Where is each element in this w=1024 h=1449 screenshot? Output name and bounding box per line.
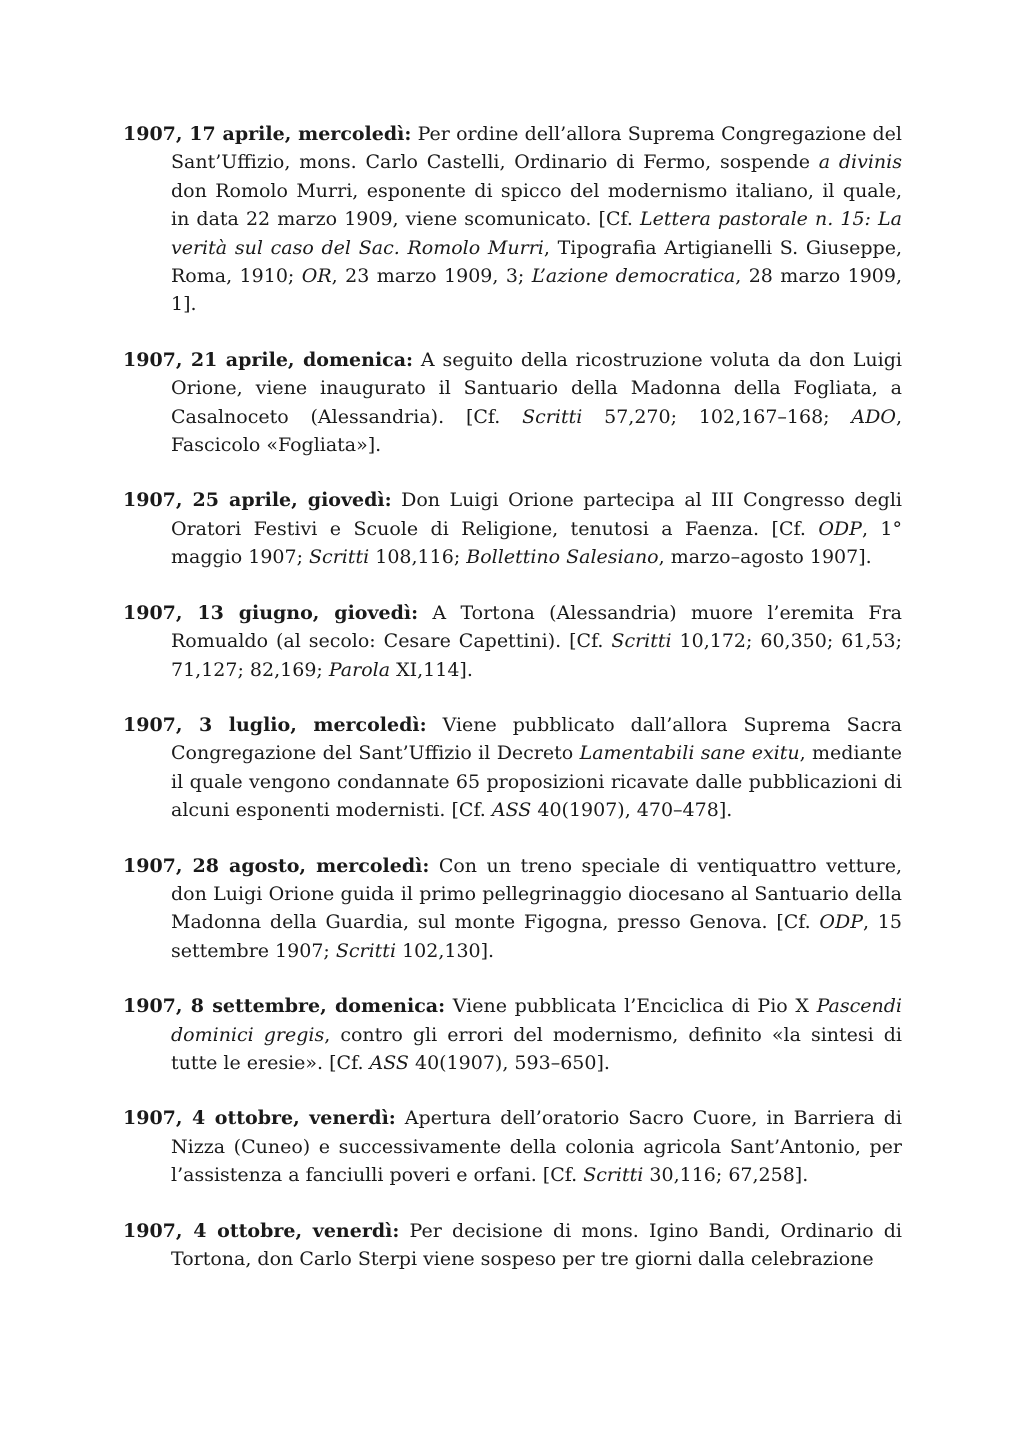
entry-text: , 1° maggio 1907; xyxy=(171,517,903,569)
entry-text: 40(1907), 593–650]. xyxy=(408,1051,610,1074)
entry-date-heading: 1907, 25 aprile, giovedì: xyxy=(123,489,392,512)
entry-italic-text: Lettera pastorale n. 15: La verità sul caso del Sac. Romolo Murri xyxy=(171,208,902,259)
entry-italic-text: Scritti xyxy=(611,630,672,653)
entry-date-heading: 1907, 8 settembre, domenica: xyxy=(123,995,446,1018)
entry-text: A seguito della ricostruzione voluta da don Luigi Orione, viene inaugurato il Santuario della Madonna della Fogliata, a Casalnoceto (Alessandria). [Cf. xyxy=(171,348,902,428)
chronology-entry xyxy=(123,486,902,571)
entry-text: 108,116; xyxy=(369,546,467,569)
entry-date-heading: 1907, 28 agosto, mercoledì: xyxy=(123,854,430,877)
entry-text: Don Luigi Orione partecipa al III Congresso degli Oratori Festivi e Scuole di Religione, tenutosi a Faenza. [Cf. xyxy=(171,489,902,540)
entry-text: Per decisione di mons. Igino Bandi, Ordinario di Tortona, don Carlo Sterpi viene sospeso per tre giorni dalla celebrazione xyxy=(171,1219,903,1270)
entry-date-heading: 1907, 3 luglio, mercoledì: xyxy=(123,713,427,736)
entry-date-heading: 1907, 21 aprile, domenica: xyxy=(123,348,414,371)
entry-italic-text: ASS xyxy=(369,1051,409,1074)
entry-italic-text: ODP xyxy=(818,517,862,540)
entry-italic-text: ODP xyxy=(819,911,864,934)
entry-text: , contro gli errori del modernismo, definito «la sintesi di tutte le eresie». [Cf. xyxy=(171,1023,903,1074)
entry-italic-text: L’azione democratica xyxy=(531,265,736,288)
entry-text: A Tortona (Alessandria) muore l’eremita Fra Romualdo (al secolo: Cesare Capettini). [Cf. xyxy=(171,601,902,653)
entry-text: don Romolo Murri, esponente di spicco del modernismo italiano, il quale, in data 22 marzo 1909, viene scomunicato. [Cf. xyxy=(171,179,902,231)
chronology-entry xyxy=(123,599,902,684)
chronology-entry xyxy=(123,1104,902,1189)
entry-text: , Fascicolo «Fogliata»]. xyxy=(171,405,902,457)
entry-date-heading: 1907, 17 aprile, mercoledì: xyxy=(123,123,412,145)
entry-italic-text: Scritti xyxy=(309,546,370,569)
entry-text: , 28 marzo 1909, 1]. xyxy=(171,265,903,316)
chronology-entry xyxy=(123,992,902,1077)
entry-italic-text: Pascendi dominici gregis xyxy=(171,995,902,1046)
entry-text: , marzo–agosto 1907]. xyxy=(658,546,872,569)
entry-text: Per ordine dell’allora Suprema Congregazione del Sant’Uffizio, mons. Carlo Castelli, Ordinario di Fermo, sospende xyxy=(171,123,903,174)
entry-italic-text: Lamentabili sane exitu xyxy=(579,742,800,765)
entry-italic-text: Scritti xyxy=(522,405,583,428)
chronology-entry xyxy=(123,1217,902,1274)
chronology-entry xyxy=(123,346,902,460)
entry-text: , Tipografia Artigianelli S. Giuseppe, Roma, 1910; xyxy=(171,236,903,288)
entry-text: Viene pubblicata l’Enciclica di Pio X xyxy=(445,995,817,1018)
entry-text: 30,116; 67,258]. xyxy=(643,1164,809,1187)
entry-date-heading: 1907, 13 giugno, giovedì: xyxy=(123,601,419,624)
entry-text: 57,270; 102,167–168; xyxy=(582,405,852,428)
entry-italic-text: Bollettino Salesiano xyxy=(466,546,659,569)
entry-text: 10,172; 60,350; 61,53; 71,127; 82,169; xyxy=(171,630,902,681)
entry-text: 40(1907), 470–478]. xyxy=(531,799,733,822)
entry-text: , 23 marzo 1909, 3; xyxy=(331,265,532,288)
entry-italic-text: Scritti xyxy=(583,1164,644,1187)
entry-italic-text: OR xyxy=(301,265,332,288)
entry-date-heading: 1907, 4 ottobre, venerdì: xyxy=(123,1219,400,1242)
entry-text: , mediante il quale vengono condannate 65 proposizioni ricavate dalle pubblicazioni di alcuni esponenti modernisti. [Cf. xyxy=(171,742,902,822)
document-page xyxy=(123,120,902,1300)
entry-date-heading: 1907, 4 ottobre, venerdì: xyxy=(123,1107,396,1130)
chronology-entry xyxy=(123,852,902,966)
entry-italic-text: ADO xyxy=(851,405,896,428)
entry-italic-text: Parola xyxy=(328,658,391,681)
chronology-entry xyxy=(123,711,902,825)
chronology-entry xyxy=(123,120,902,319)
entry-text: Apertura dell’oratorio Sacro Cuore, in Barriera di Nizza (Cuneo) e successivamente della colonia agricola Sant’Antonio, per l’assistenza a fanciulli poveri e orfani. [Cf. xyxy=(171,1107,902,1187)
entry-text: 102,130]. xyxy=(396,939,495,962)
entry-italic-text: Scritti xyxy=(335,939,397,962)
entry-text: XI,114]. xyxy=(390,658,473,681)
entry-text: Viene pubblicato dall’allora Suprema Sacra Congregazione del Sant’Uffizio il Decreto xyxy=(171,713,902,765)
entry-italic-text: ASS xyxy=(491,799,532,822)
entry-italic-text: a divinis xyxy=(818,151,902,174)
entry-text: , 15 settembre 1907; xyxy=(171,911,902,962)
entry-text: Con un treno speciale di ventiquattro vetture, don Luigi Orione guida il primo pellegrinaggio diocesano al Santuario della Madonna della Guardia, sul monte Figogna, presso Genova. [Cf. xyxy=(171,854,902,934)
